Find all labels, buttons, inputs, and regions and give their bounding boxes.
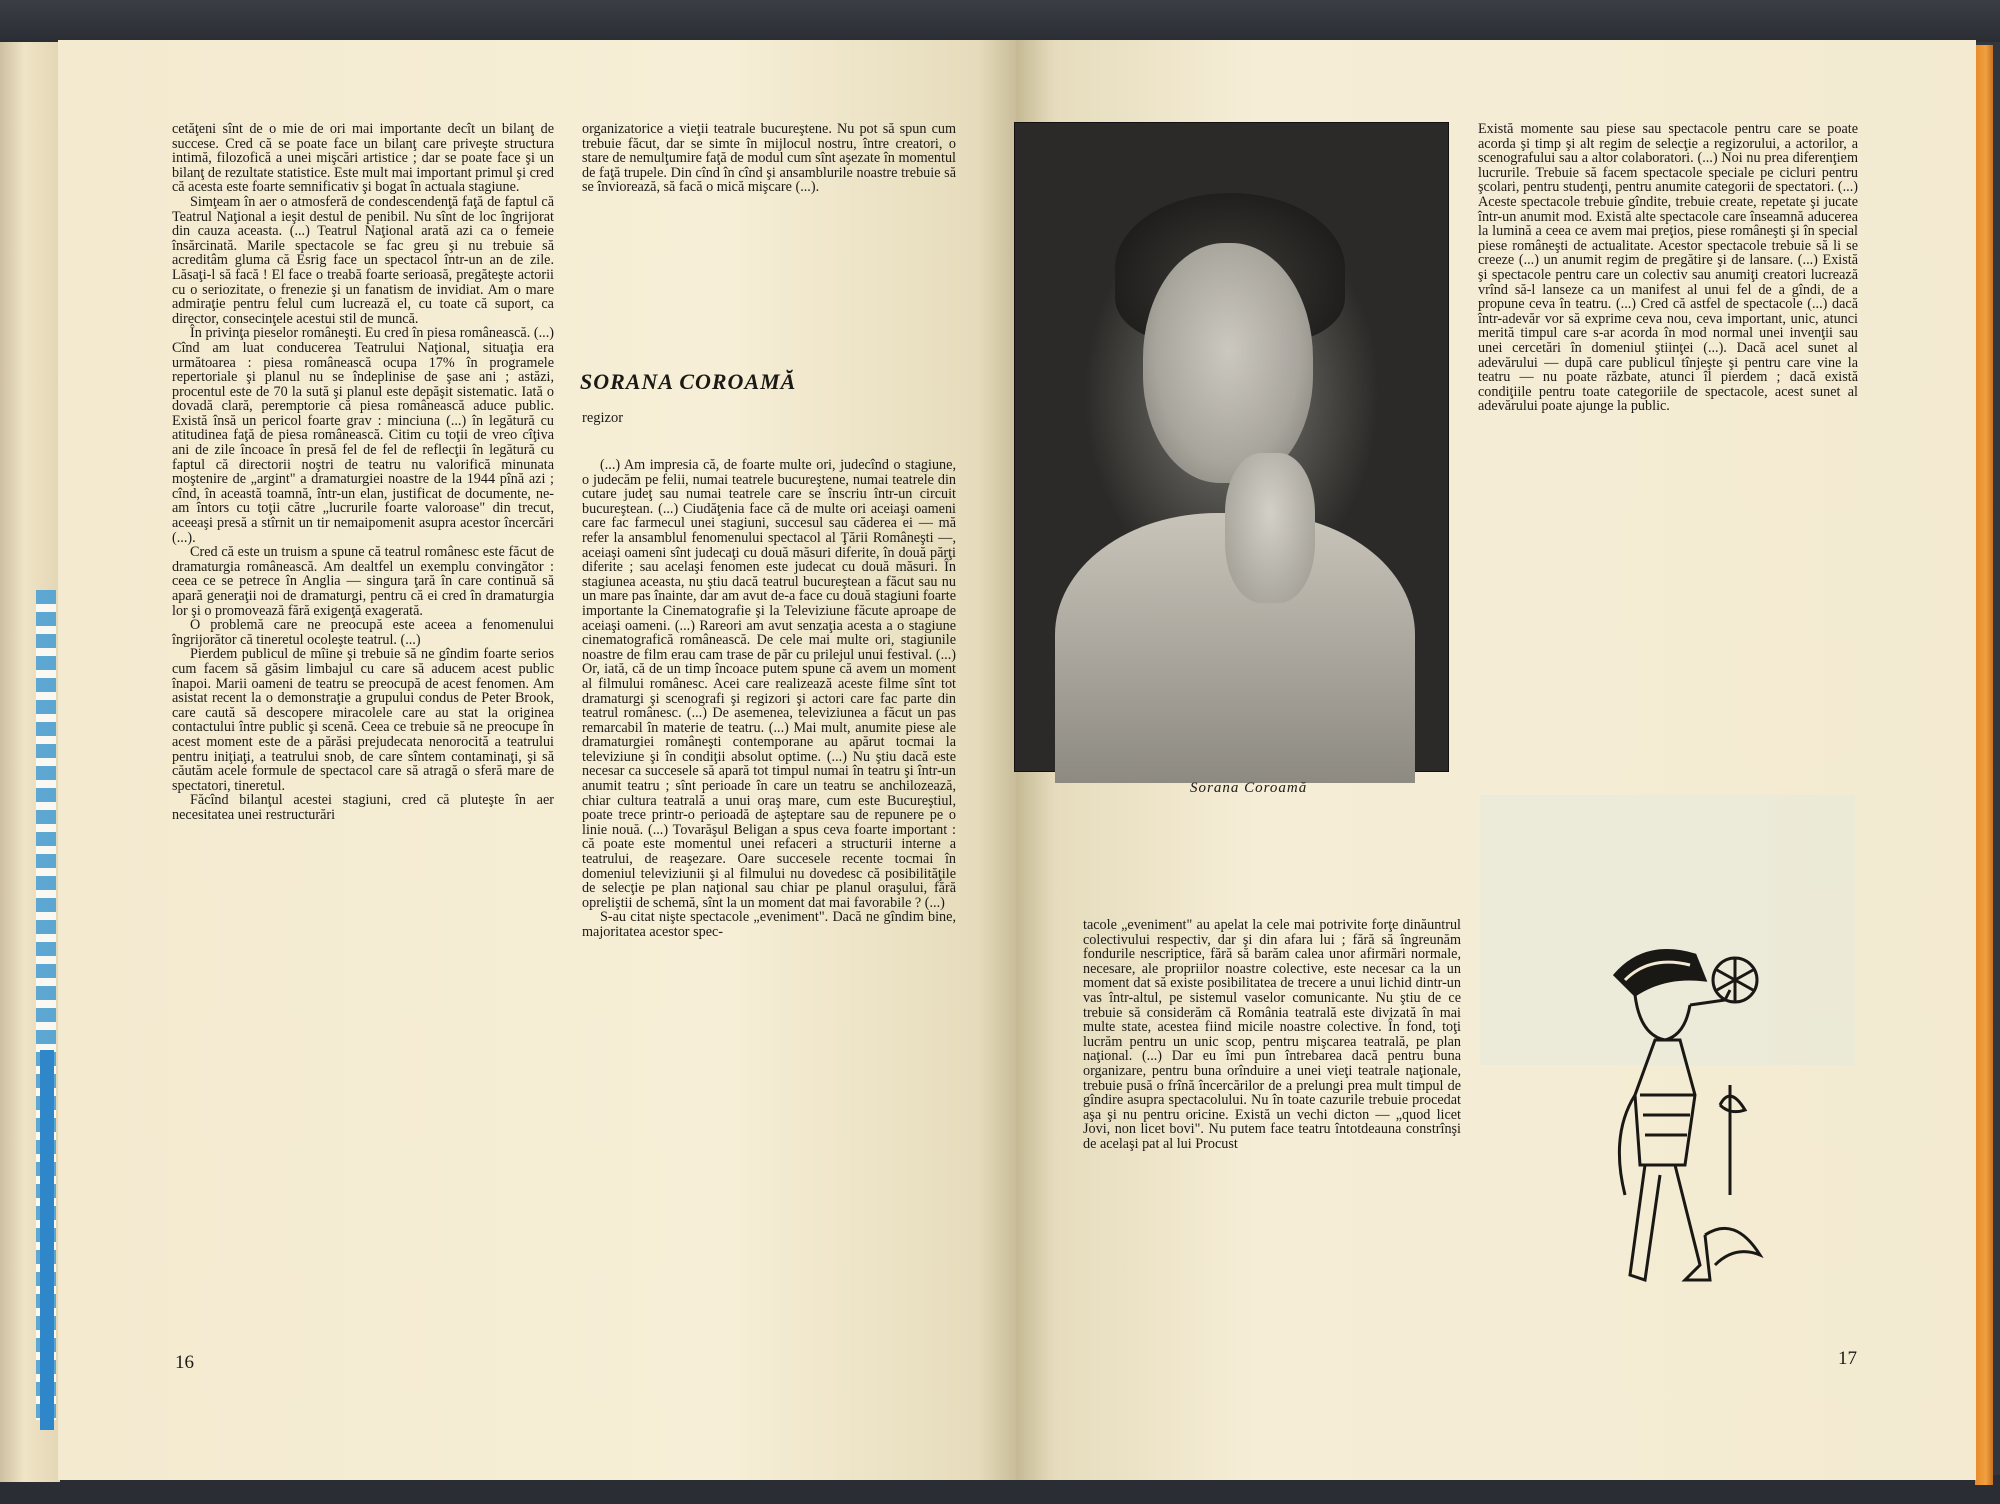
paragraph: O problemă care ne preocupă este aceea a fenomenului îngrijorător că tineretul ocoleşte teatrul. (...) bbox=[172, 617, 554, 648]
paragraph: Există momente sau piese sau spectacole pentru care se poate acorda şi timp şi alt regim de selecţie a regizorului, a actorilor, a scenografului sau a altor colaboratori. (...) Noi nu prea diferenţiem lucrurile. Trebuie să facem spectacole speciale pe cicluri pentru şcolari, pentru studenţi, pentru anumite categorii de spectatori. (...) Aceste spectacole trebuie gîndite, trebuie create, repetate şi jucate într-un anumit mod. Există alte spectacole care înseamnă aducerea la lumină a ceea ce avem mai preţios, piese româneşti şi în special piese româneşti de actualitate. Acestor spectacole trebuie să li se creeze (...) un anumit regim de pregătire şi de lansare. (...) Există şi spectacole pentru care un colectiv sau anumiţi creatori lucrează vrînd să-l lanseze ca un manifest al unui fel de a gîndi, de a propune ceva în teatru. (...) Cred că astfel de spectacole (...) dacă într-adevăr vor să exprime ceva nou, ceva important, unic, atunci merită timpul care s-ar acorda în mod normal unei invenţii sau unei cercetări în domeniul ştiinţei (...). Dacă acel sunet al adevărului — după care publicul tînjeşte şi pentru care vine la teatru — nu poate răzbate, atunci îl pierdem ; dacă există condiţiile pentru toate categoriile de spectacole, acest sunet al adevărului poate ajunge la public. bbox=[1478, 121, 1858, 415]
renaissance-figure-illustration-icon bbox=[1585, 935, 1765, 1295]
paragraph: (...) Am impresia că, de foarte multe ori, judecînd o stagiune, o judecăm pe felii, numai teatrele bucureştene, numai teatrele din cutare judeţ sau numai teatrele care se înscriu într-un circuit bucureştean. (...) Ciudăţenia face că de multe ori aceiaşi oameni care fac farmecul unei stagiuni, succesul sau căderea ei — mă refer la ansamblul fenomenului spectacol al Ţării Româneşti —, aceiaşi oameni sînt judecaţi cu două măsuri diferite, în două părţi diferite ; sau acelaşi fenomen este judecat cu două măsuri. În stagiunea aceasta, nu ştiu dacă teatrul bucureştean a făcut sau nu un mare pas înainte, dar am avut de-a face cu două stagiuni foarte importante la Cinematografie şi la Televiziune făcute aproape de aceiaşi oameni. (...) Rareori am avut senzaţia acesta a o stagiune cinematografică românească. De cele mai multe ori, stagiunile noastre de film erau cam trase de păr cu prilejul unui festival. (...) Or, iată, că de un timp încoace putem spune că avem un moment al filmului românesc. Acei care realizează aceste filme sînt tot dramaturgi şi scenografi şi regizori şi actori care fac parte din teatrul românesc. (...) De asemenea, televiziunea a făcut un pas remarcabil în materie de teatru. (...) Mai mult, anumite piese ale dramaturgiei româneşti contemporane au apărut tocmai la televiziune şi în condiţii absolut optime. (...) Nu ştiu dacă este necesar ca succesele să apară tot timpul numai în teatru şi într-un anumit teatru ; sînt perioade în care un teatru se anchilozează, chiar cultura teatrală a unui oraş mare, cum este Bucureştiul, poate trece printr-o perioadă de aşteptare sau de repunere pe o linie nouă. (...) Tovarăşul Beligan a spus ceva foarte important : că poate este momentul unei refaceri a structurii interne a teatrului, de reaşezare. Oare succesele recente tocmai în domeniul televiziunii şi al filmului nu dovedesc că posibilităţile de selecţie pe plan naţional sau chiar pe planul oraşului, fără opreliştii de schemă, sînt la un moment dat mai favorabile ? (...) bbox=[582, 457, 956, 911]
right-column-2-top bbox=[1478, 122, 1858, 414]
left-column-1 bbox=[172, 122, 554, 823]
photo-face bbox=[1143, 243, 1313, 483]
paragraph: tacole „eveniment" au apelat la cele mai potrivite forţe dinăuntrul colectivului respectiv, dar şi din afara lui ; fără să îngreunăm fondurile nescriptice, fără să barăm calea unor afirmări normale, necesare, ale propriilor noastre colective, este necesar ca la un moment dat să existe posibilitatea de trecere a unui lichid dintr-un vas într-altul, pe sistemul vaselor comunicante. Nu ştiu de ce trebuie să considerăm că România teatrală este divizată în mai multe state, acestea fiind micile noastre colective. În fond, toţi lucrăm pentru un unic scop, pentru mişcarea teatrală, pe plan naţional. (...) Dar eu îmi pun întrebarea dacă pentru buna organizare, pentru buna orînduire a unei vieţi teatrale naţionale, trebuie pusă o frînă încercărilor de a prelungi prea mult timpul de gîndire asupra spectacolului. Nu în toate cazurile trebuie procedat aşa şi nu pentru oricine. Există un vechi dicton — „quod licet Jovi, non licet bovi". Nu putem face teatru întotdeauna constrînşi de acelaşi pat al lui Procust bbox=[1083, 917, 1461, 1152]
page-number-left: 16 bbox=[175, 1352, 194, 1373]
left-column-2-body bbox=[582, 458, 956, 940]
photo-hand bbox=[1225, 453, 1315, 603]
paragraph: În privinţa pieselor româneşti. Eu cred în piesa românească. (...) Cînd am luat conducerea Teatrului Naţional, situaţia era următoarea : piesa românească ocupa 17% în programele repertoriale şi planul nu se îndeplinise de şase ani ; astăzi, procentul este de 70 la sută şi planul este depăşit sistematic. Iată o dovadă clară, peremptorie că piesa românească aduce public. Există însă un pericol foarte grav : minciuna (...) în legătură cu atitudinea faţă de piesa românească. Citim cu toţii de vreo cîţiva ani de zile încoace în presă fel de fel de reflecţii în legătură cu faptul că directorii noştri de teatru nu valorifică minunata moştenire de „argint" a dramaturgiei noastre de la 1944 pînă azi ; cînd, în această toamnă, într-un elan, justificat de documente, ne-am întors cu toţii către „lucrurile foarte valoroase" din trecut, aceeaşi presă a stîrnit un tir nemaipomenit asupra acestor încercări (...). bbox=[172, 325, 554, 546]
paragraph: cetăţeni sînt de o mie de ori mai importante decît un bilanţ de succese. Cred că se poate face un bilanţ care priveşte structura intimă, filozofică a unei mişcări artistice ; dar se poate face şi un bilanţ de rezultate statistice. Este mult mai important primul şi cred că acesta este foarte semnificativ şi bogat în actuala stagiune. bbox=[172, 121, 554, 196]
portrait-photo-icon bbox=[1014, 122, 1449, 772]
paragraph: Simţeam în aer o atmosferă de condescendenţă faţă de faptul că Teatrul Naţional a ieşit destul de penibil. Nu sînt de loc îngrijorat din cauza aceasta. (...) Teatrul Naţional arată azi ca o femeie însărcinată. Marile spectacole se fac greu şi nu trebuie să acreditâm gluma că Esrig face un spectacol într-un an de zile. Lăsaţi-l să facă ! El face o treabă foarte serioasă, pregăteşte actorii cu o seriozitate, o frenezie şi un fanatism de invidiat. Am o mare admiraţie pentru felul cum lucrează el, cu toate că suport, ca director, consecinţele acestui stil de muncă. bbox=[172, 193, 554, 327]
page-edge-strip bbox=[40, 1050, 54, 1430]
section-subheading: regizor bbox=[582, 410, 624, 426]
paragraph: Pierdem publicul de mîine şi trebuie să ne gîndim foarte serios cum facem să găsim limbajul cu care să aducem acest public înapoi. Marii oameni de teatru se preocupă de acest fenomen. Am asistat recent la o demonstraţie a grupului condus de Peter Brook, care caută să descopere miracolele care au stat la originea contactului între public şi scenă. Ceea ce trebuie să ne preocupe în acest moment este de a părăsi prejudecata nenorocită a teatrului pentru iniţiaţi, a teatrului snob, de care sîntem contaminaţi, şi să căutăm acele formule de spectacol care să atragă o sferă mare de spectatori, tineretul. bbox=[172, 646, 554, 794]
book-cover-top bbox=[0, 0, 2000, 42]
page-number-right: 17 bbox=[1838, 1348, 1857, 1369]
orange-page-edge bbox=[1975, 45, 1993, 1485]
right-column-1-bottom bbox=[1083, 918, 1461, 1152]
photo-caption: Sorana Coroamă bbox=[1190, 780, 1308, 796]
section-heading: SORANA COROAMĂ bbox=[580, 369, 797, 394]
paragraph: Cred că este un truism a spune că teatrul românesc este făcut de dramaturgia românească. Am dealtfel un exemplu convingător : ceea ce se petrece în Anglia — singura ţară în care continuă să apară generaţii noi de dramaturgi, pentru că ei cred în dramaturgia lor şi o promovează fără exigenţă exagerată. bbox=[172, 544, 554, 619]
paragraph: organizatorice a vieţii teatrale bucureştene. Nu pot să spun cum trebuie făcut, dar se simte în mijlocul nostru, între creatori, o stare de nemulţumire faţă de modul cum sînt aşezate în momentul de faţă trupele. Din cînd în cînd şi ansamblurile noastre trebuie să se înviorează, să facă o mică mişcare (...). bbox=[582, 121, 956, 196]
left-column-2-top bbox=[582, 122, 956, 195]
paragraph: Făcînd bilanţul acestei stagiuni, cred că pluteşte în aer necesitatea unei restructurări bbox=[172, 792, 554, 823]
paragraph: S-au citat nişte spectacole „eveniment". Dacă ne gîndim bine, majoritatea acestor spec- bbox=[582, 909, 956, 940]
